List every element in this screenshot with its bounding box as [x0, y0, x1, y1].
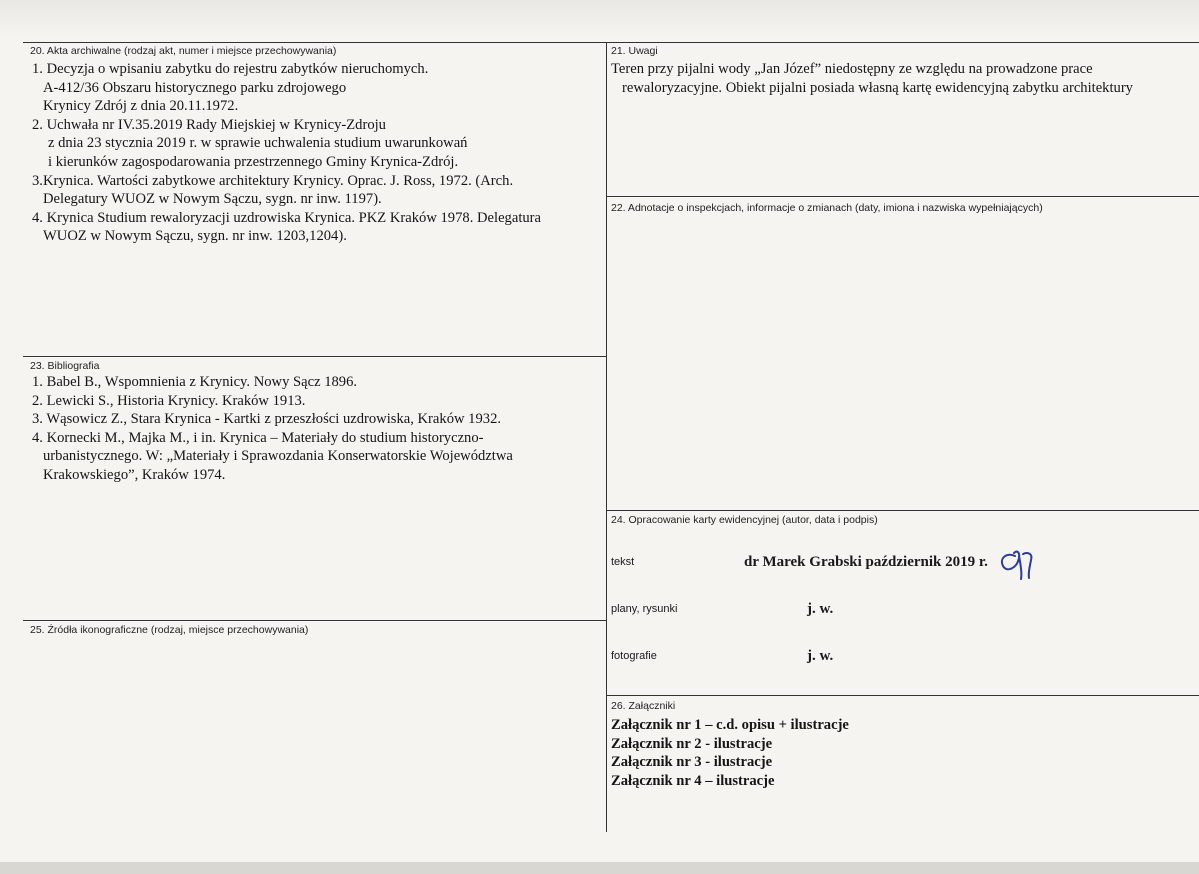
- scan-edge-bottom: [0, 862, 1199, 874]
- text-line: 4. Kornecki M., Majka M., i in. Krynica – Materiały do studium historyczno-: [32, 429, 484, 446]
- section-24-label: 24. Opracowanie karty ewidencyjnej (autor, data i podpis): [611, 514, 878, 526]
- attachment-item: Załącznik nr 4 – ilustracje: [611, 772, 775, 789]
- section-22-label: 22. Adnotacje o inspekcjach, informacje o zmianach (daty, imiona i nazwiska wypełniających): [611, 202, 1043, 214]
- text-line: 1. Decyzja o wpisaniu zabytku do rejestru zabytków nieruchomych.: [32, 61, 429, 77]
- attachment-item: Załącznik nr 3 - ilustracje: [611, 754, 773, 771]
- handwritten-signature: [995, 546, 1040, 582]
- divider-24-26: [606, 695, 1199, 696]
- photos-row-label: fotografie: [611, 650, 657, 662]
- divider-21-22: [606, 196, 1199, 197]
- column-divider: [606, 42, 607, 832]
- text-line: 1. Babel B., Wspomnienia z Krynicy. Nowy Sącz 1896.: [32, 374, 358, 390]
- text-line: Krakowskiego”, Kraków 1974.: [43, 466, 226, 483]
- text-line: rewaloryzacyjne. Obiekt pijalni posiada własną kartę ewidencyjną zabytku architektury: [622, 79, 1133, 96]
- section-20-archival-records: [32, 60, 541, 246]
- text-row-label: tekst: [611, 556, 635, 568]
- text-line: urbanistycznego. W: „Materiały i Sprawozdania Konserwatorskie Województwa: [43, 448, 513, 465]
- text-line: z dnia 23 stycznia 2019 r. w sprawie uchwalenia studium uwarunkowań: [48, 135, 468, 152]
- section-20-label: 20. Akta archiwalne (rodzaj akt, numer i miejsce przechowywania): [30, 45, 337, 57]
- attachment-item: Załącznik nr 1 – c.d. opisu + ilustracje: [611, 717, 849, 733]
- text-line: WUOZ w Nowym Sączu, sygn. nr inw. 1203,1204).: [43, 228, 347, 245]
- plans-row-label: plany, rysunki: [611, 603, 678, 615]
- text-line: 4. Krynica Studium rewaloryzacji uzdrowiska Krynica. PKZ Kraków 1978. Delegatura: [32, 209, 542, 226]
- section-26-attachments: [611, 716, 849, 790]
- divider-20-23: [23, 356, 606, 357]
- divider-23-25: [23, 620, 606, 621]
- text-author-value: dr Marek Grabski październik 2019 r.: [744, 554, 988, 570]
- text-line: 3. Wąsowicz Z., Stara Krynica - Kartki z przeszłości uzdrowiska, Kraków 1932.: [32, 411, 502, 428]
- text-line: 2. Uchwała nr IV.35.2019 Rady Miejskiej w Krynicy-Zdroju: [32, 116, 386, 133]
- photos-value: j. w.: [807, 648, 834, 664]
- section-26-label: 26. Załączniki: [611, 700, 676, 712]
- divider-22-24: [606, 510, 1199, 511]
- text-line: Krynicy Zdrój z dnia 20.11.1972.: [43, 98, 239, 115]
- text-line: A-412/36 Obszaru historycznego parku zdrojowego: [43, 79, 347, 96]
- section-21-label: 21. Uwagi: [611, 45, 658, 57]
- text-line: 3.Krynica. Wartości zabytkowe architektury Krynicy. Oprac. J. Ross, 1972. (Arch.: [32, 172, 514, 189]
- plans-value: j. w.: [807, 601, 834, 617]
- text-line: i kierunków zagospodarowania przestrzennego Gminy Krynica-Zdrój.: [48, 153, 459, 170]
- section-23-label: 23. Bibliografia: [30, 360, 100, 372]
- scan-edge-top: [0, 0, 1199, 38]
- section-23-bibliography: [32, 373, 513, 485]
- attachment-item: Załącznik nr 2 - ilustracje: [611, 735, 773, 752]
- text-line: 2. Lewicki S., Historia Krynicy. Kraków 1913.: [32, 392, 306, 409]
- section-21-remarks: [611, 60, 1133, 97]
- text-line: Teren przy pijalni wody „Jan Józef” niedostępny ze względu na prowadzone prace: [611, 61, 1093, 77]
- text-line: Delegatury WUOZ w Nowym Sączu, sygn. nr inw. 1197).: [43, 191, 382, 208]
- section-25-label: 25. Źródła ikonograficzne (rodzaj, miejsce przechowywania): [30, 624, 309, 636]
